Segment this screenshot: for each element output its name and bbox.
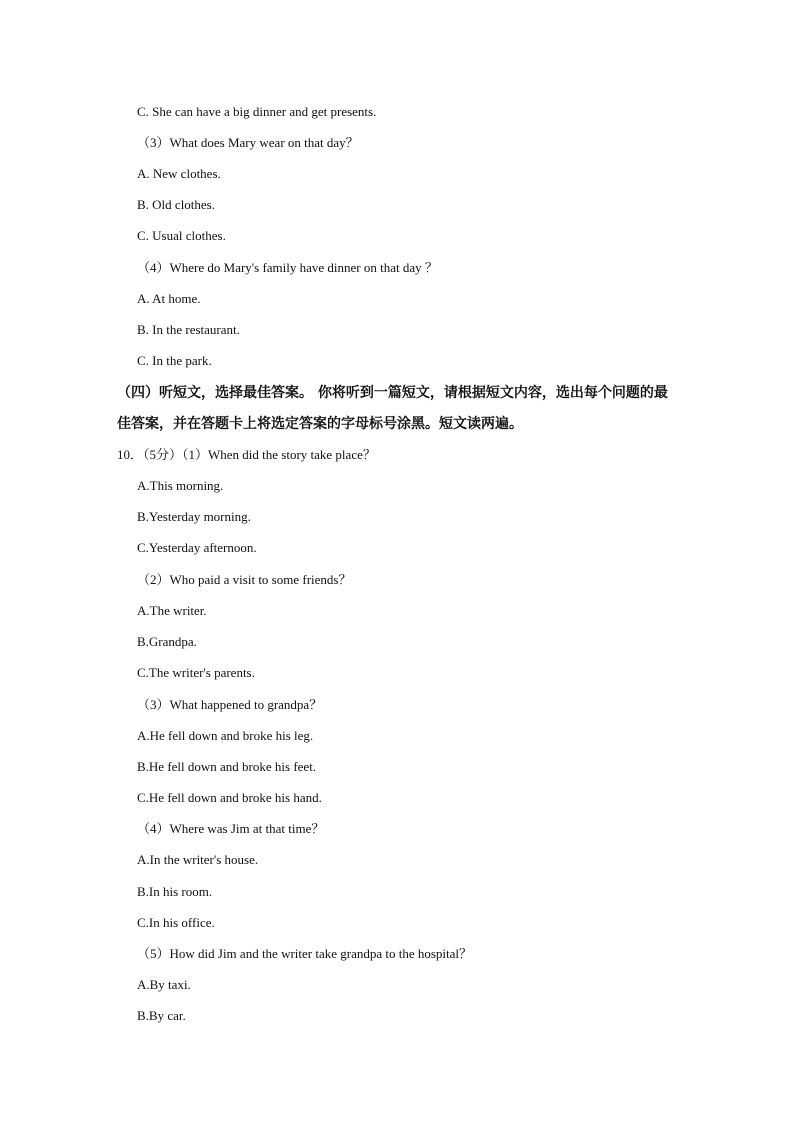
question-text: （4）Where do Mary's family have dinner on that day ？: [137, 260, 438, 275]
option-text: A. New clothes.: [137, 166, 221, 181]
option-text: B.In his room.: [137, 884, 213, 899]
option-text: C. Usual clothes.: [137, 228, 226, 243]
section-heading: （四）听短文，选择最佳答案。 你将听到一篇短文，请根据短文内容，选出每个问题的最: [117, 385, 668, 401]
option-text: B. In the restaurant.: [137, 322, 240, 337]
question-text: （3）What does Mary wear on that day？: [137, 135, 359, 150]
option-text: C.He fell down and broke his hand.: [137, 790, 322, 805]
option-text: B.Yesterday morning.: [137, 509, 251, 524]
item-number-question: 10．（5分）（1）When did the story take place？: [117, 447, 376, 462]
option-text: C. In the park.: [137, 353, 212, 368]
option-text: B.By car.: [137, 1008, 186, 1023]
option-text: C.The writer's parents.: [137, 665, 255, 680]
option-text: A.This morning.: [137, 478, 224, 493]
option-text: B. Old clothes.: [137, 197, 215, 212]
question-text: （5）How did Jim and the writer take grandpa to the hospital？: [137, 946, 473, 961]
option-text: B.Grandpa.: [137, 634, 197, 649]
option-text: A.The writer.: [137, 603, 207, 618]
option-text: C.In his office.: [137, 915, 215, 930]
option-text: A. At home.: [137, 291, 201, 306]
question-text: （3）What happened to grandpa？: [137, 697, 323, 712]
question-text: （2）Who paid a visit to some friends？: [137, 572, 352, 587]
option-text: A.He fell down and broke his leg.: [137, 728, 314, 743]
question-text: （4）Where was Jim at that time？: [137, 821, 325, 836]
section-heading: 佳答案，并在答题卡上将选定答案的字母标号涂黑。短文读两遍。: [117, 416, 523, 432]
option-text: A.By taxi.: [137, 977, 191, 992]
option-text: B.He fell down and broke his feet.: [137, 759, 317, 774]
option-text: C.Yesterday afternoon.: [137, 540, 257, 555]
option-text: A.In the writer's house.: [137, 852, 259, 867]
option-text: C. She can have a big dinner and get presents.: [137, 104, 377, 119]
